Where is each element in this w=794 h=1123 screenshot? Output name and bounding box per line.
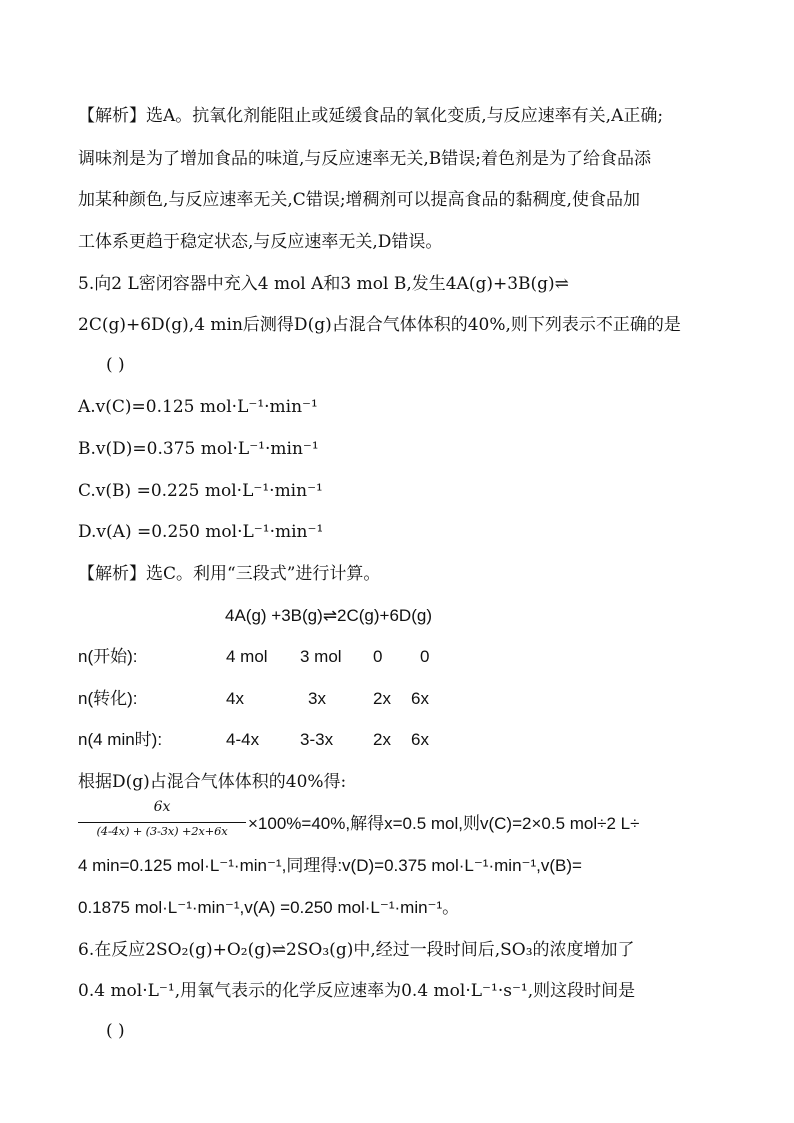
row-change-d: 6x [411,689,429,708]
question-5-answer-blank: ( ) [106,355,125,375]
option-a: A.v(C)=0.125 mol·L⁻¹·min⁻¹ [78,397,318,417]
row-change-b: 3x [308,689,326,708]
analysis-2-intro: 【解析】选C。利用“三段式”进行计算。 [78,564,381,584]
fraction-bar [78,822,246,823]
question-6-line-1: 6.在反应2SO₂(g)+O₂(g)⇌2SO₃(g)中,经过一段时间后,SO₃的浓度增加了 [78,940,635,960]
row-4min-a: 4-4x [226,730,260,749]
row-change-c: 2x [373,689,391,708]
row-change-label: n(转化): [78,689,138,708]
fraction-denominator: (4-4x) + (3-3x) +2x+6x [96,824,228,838]
reaction-equation: 4A(g) +3B(g)⇌2C(g)+6D(g) [225,606,432,625]
calc-line-1: ×100%=40%,解得x=0.5 mol,则v(C)=2×0.5 mol÷2 L÷ [248,814,640,833]
calc-line-2: 4 min=0.125 mol·L⁻¹·min⁻¹,同理得:v(D)=0.375 mol·L⁻¹·min⁻¹,v(B)= [78,856,582,875]
fraction-numerator: 6x [153,799,171,815]
row-4min-c: 2x [373,730,391,749]
row-4min-label: n(4 min时): [78,730,163,749]
question-6-line-2: 0.4 mol·L⁻¹,用氧气表示的化学反应速率为0.4 mol·L⁻¹·s⁻¹,则这段时间是 [78,981,636,1001]
option-d: D.v(A) =0.250 mol·L⁻¹·min⁻¹ [78,522,324,542]
question-5-stem-line-1: 5.向2 L密闭容器中充入4 mol A和3 mol B,发生4A(g)+3B(g)⇌ [78,274,569,294]
analysis-line-1: 【解析】选A。抗氧化剂能阻止或延缓食品的氧化变质,与反应速率有关,A正确; [78,106,664,126]
row-start-b: 3 mol [300,647,342,666]
row-start-a: 4 mol [226,647,268,666]
calc-line-3: 0.1875 mol·L⁻¹·min⁻¹,v(A) =0.250 mol·L⁻¹·min⁻¹。 [78,898,460,917]
option-b: B.v(D)=0.375 mol·L⁻¹·min⁻¹ [78,439,319,459]
question-5-stem-line-2: 2C(g)+6D(g),4 min后测得D(g)占混合气体体积的40%,则下列表示不正确的是 [78,315,681,335]
analysis-line-4: 工体系更趋于稳定状态,与反应速率无关,D错误。 [78,232,443,252]
question-6-answer-blank: ( ) [106,1021,125,1041]
option-c: C.v(B) =0.225 mol·L⁻¹·min⁻¹ [78,481,323,501]
row-4min-b: 3-3x [300,730,334,749]
analysis-line-3: 加某种颜色,与反应速率无关,C错误;增稠剂可以提高食品的黏稠度,使食品加 [78,190,640,210]
basis-line: 根据D(g)占混合气体体积的40%得: [78,772,347,792]
row-4min-d: 6x [411,730,429,749]
analysis-line-2: 调味剂是为了增加食品的味道,与反应速率无关,B错误;着色剂是为了给食品添 [78,149,652,169]
row-start-label: n(开始): [78,647,138,666]
row-start-c: 0 [373,647,383,666]
row-start-d: 0 [420,647,430,666]
row-change-a: 4x [226,689,244,708]
